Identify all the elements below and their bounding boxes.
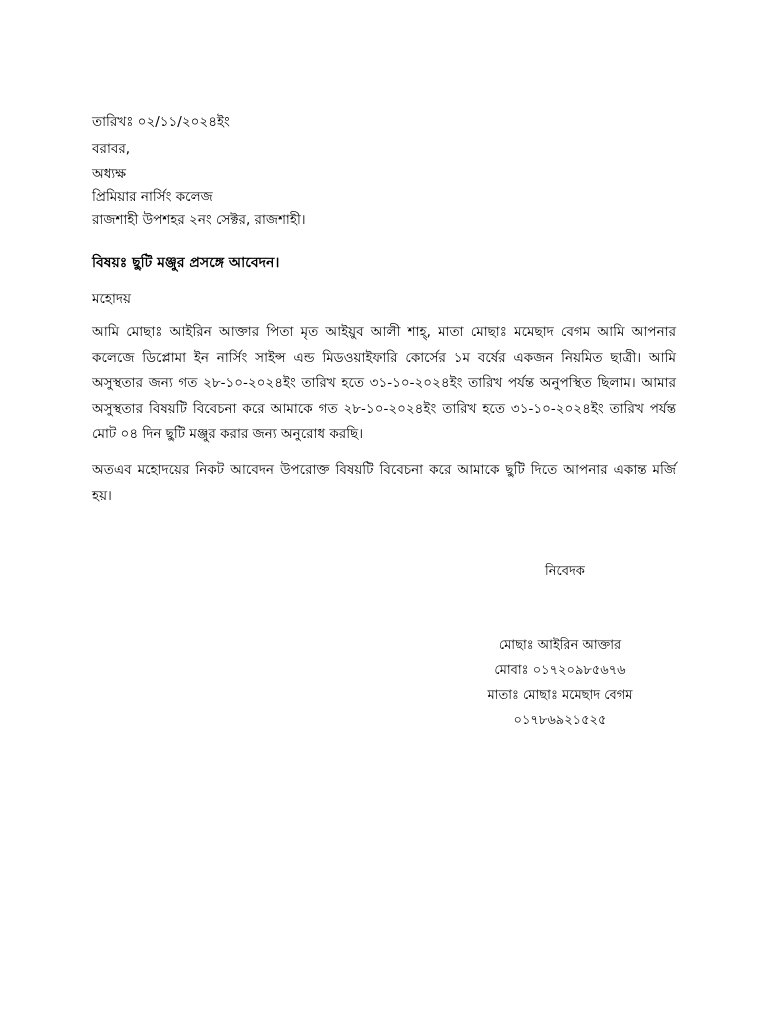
sender-name: মোছাঃ আইরিন আক্তার	[498, 638, 622, 653]
recipient-address: রাজশাহী উপশহর ২নং সেক্টর, রাজশাহী।	[92, 212, 306, 228]
letter-subject: বিষয়ঃ ছুটি মঞ্জুর প্রসঙ্গে আবেদন।	[92, 255, 280, 271]
recipient-greeting: বরাবর,	[92, 141, 131, 157]
letter-closing: নিবেদক	[545, 564, 585, 579]
recipient-title: অধ্যক্ষ	[92, 166, 127, 182]
recipient-institution: প্রিমিয়ার নার্সিং কলেজ	[92, 189, 213, 205]
letter-date: তারিখঃ ০২/১১/২০২৪ইং	[92, 114, 230, 130]
letter-body-paragraph-1: আমি মোছাঃ আইরিন আক্তার পিতা মৃত আইয়ুব আলী শাহ্‌, মাতা মোছাঃ মমেছাদ বেগম আমি আপনার কলেজে ডিপ্লোমা ইন নার্সিং সাইন্স এন্ড মিডওয়াইফারি কোর্সের ১ম বর্ষের একজন নিয়মিত ছাত্রী। আমি অসুস্থতার জন্য গত ২৮-১০-২০২৪ইং তারিখ হতে ৩১-১০-২০২৪ইং তারিখ পর্যন্ত অনুপস্থিত ছিলাম। আমার অসুস্থতার বিষয়টি বিবেচনা করে আমাকে গত ২৮-১০-২০২৪ইং তারিখ হতে ৩১-১০-২০২৪ইং তারিখ পর্যন্ত মোট ০৪ দিন ছুটি মঞ্জুর করার জন্য অনুরোধ করছি।	[92, 324, 676, 443]
sender-mother: মাতাঃ মোছাঃ মমেছাদ বেগম	[487, 688, 633, 703]
sender-mobile: মোবাঃ ০১৭২০৯৮৫৬৭৬	[494, 663, 626, 678]
sender-signature-block	[430, 633, 690, 733]
letter-body-paragraph-2: অতএব মহোদয়ের নিকট আবেদন উপরোক্ত বিষয়টি বিবেচনা করে আমাকে ছুটি দিতে আপনার একান্ত মর্জি হয়।	[92, 462, 676, 504]
letter-salutation: মহোদয়	[92, 291, 131, 307]
sender-phone-secondary: ০১৭৮৬৯২১৫২৫	[513, 713, 607, 728]
